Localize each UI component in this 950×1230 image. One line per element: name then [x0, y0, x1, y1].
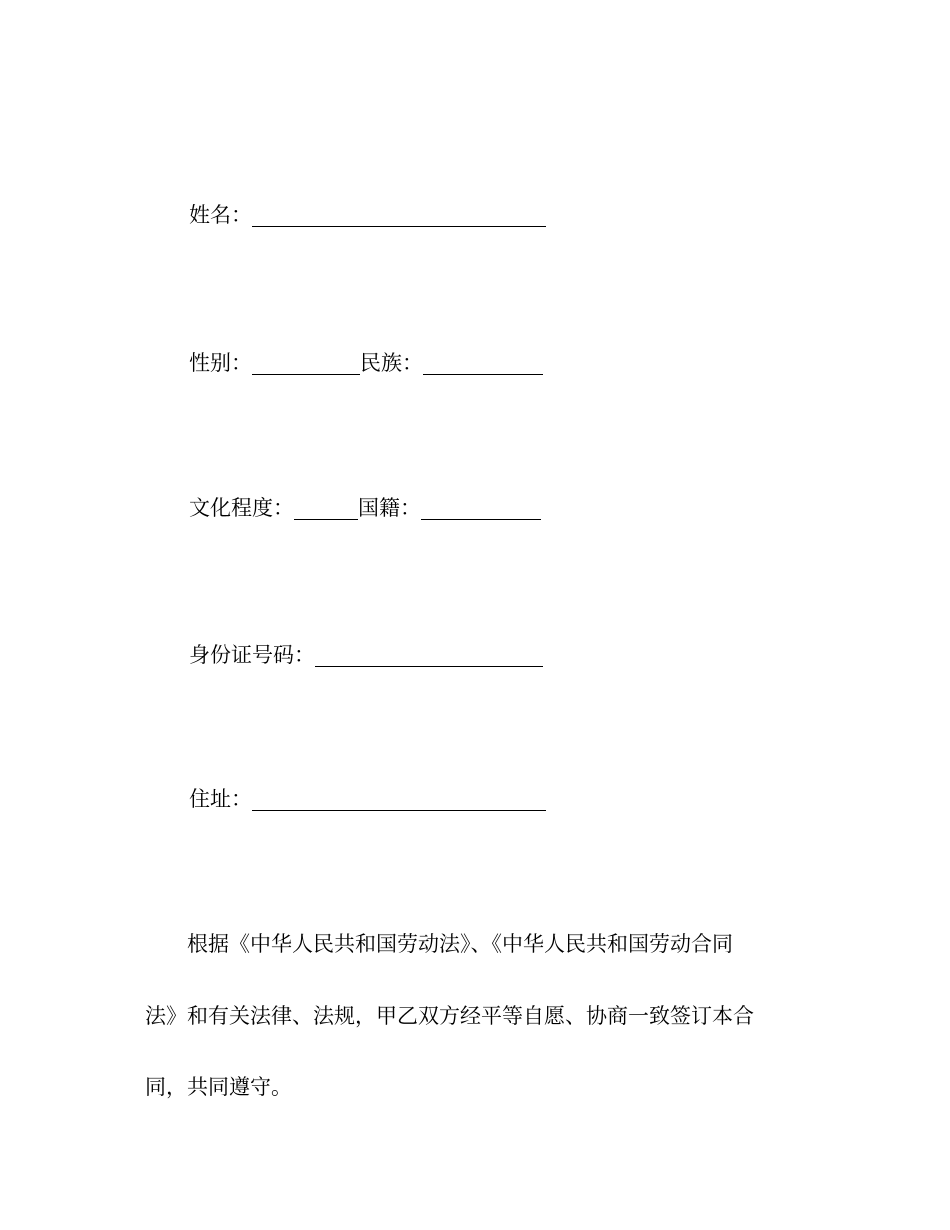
gender-blank[interactable] [252, 354, 360, 375]
nationality-blank[interactable] [421, 499, 541, 520]
id-row [189, 643, 543, 667]
address-blank[interactable] [252, 790, 546, 811]
id-blank[interactable] [315, 646, 543, 667]
ethnicity-blank[interactable] [423, 354, 543, 375]
name-label: 姓名： [189, 203, 252, 227]
nationality-label: 国籍： [358, 496, 421, 520]
paragraph-line-2: 法》和有关法律、法规，甲乙双方经平等自愿、协商一致签订本合 [145, 1004, 754, 1028]
address-label: 住址： [189, 787, 252, 811]
education-label: 文化程度： [189, 496, 294, 520]
gender-label: 性别： [189, 351, 252, 375]
paragraph-line-3: 同，共同遵守。 [145, 1075, 292, 1099]
ethnicity-label: 民族： [360, 351, 423, 375]
name-row [189, 203, 546, 227]
address-row [189, 787, 546, 811]
gender-ethnicity-row [189, 351, 543, 375]
education-nationality-row [189, 496, 541, 520]
education-blank[interactable] [294, 499, 358, 520]
name-blank[interactable] [252, 206, 546, 227]
id-label: 身份证号码： [189, 643, 315, 667]
paragraph-line-1: 根据《中华人民共和国劳动法》、《中华人民共和国劳动合同 [145, 932, 733, 956]
